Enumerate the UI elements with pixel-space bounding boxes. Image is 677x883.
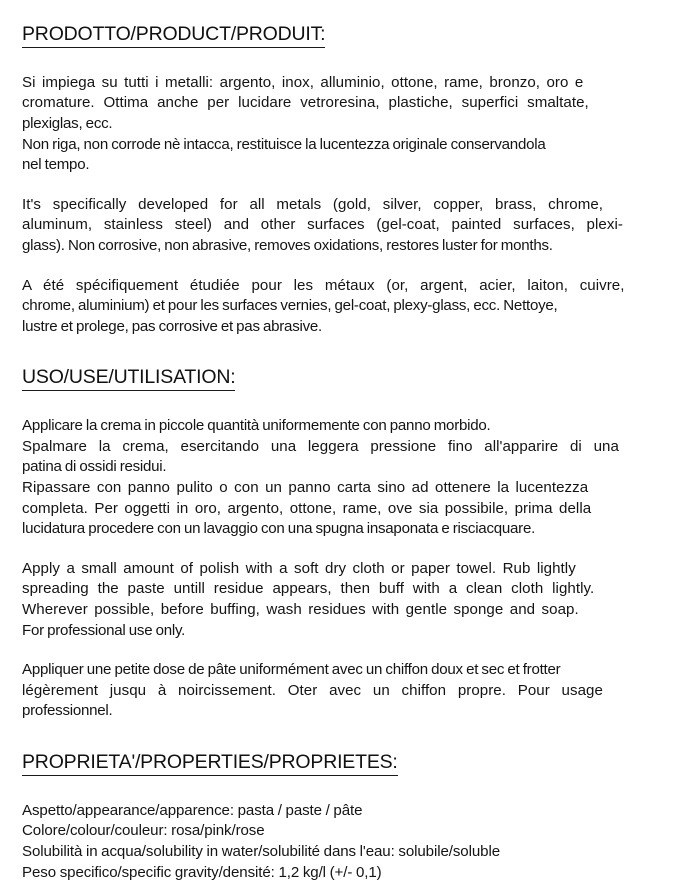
section-heading-row-properties: [22, 752, 655, 776]
text-line: For professional use only.: [22, 621, 186, 639]
text-line: nel tempo.: [22, 156, 90, 174]
spacer: [22, 391, 655, 416]
text-line: Wherever possible, before buffing, wash residues with gentle sponge and soap.: [22, 600, 579, 618]
spacer: [22, 48, 655, 73]
text-line: completa. Per oggetti in oro, argento, ottone, rame, ove sia possibile, prima della: [22, 499, 592, 517]
text-line: Applicare la crema in piccole quantità uniformemente con panno morbido.: [22, 417, 491, 435]
paragraph-use-it: [22, 416, 656, 540]
spacer: [22, 176, 655, 195]
text-line: Ripassare con panno pulito o con un panno carta sino ad ottenere la lucentezza: [22, 478, 589, 496]
text-line: professionnel.: [22, 702, 113, 720]
text-line: patina di ossidi residui.: [22, 458, 167, 476]
section-heading-use: USO/USE/UTILISATION:: [22, 367, 235, 391]
text-line: chrome, aluminium) et pour les surfaces vernies, gel-coat, plexy-glass, ecc. Nettoye,: [22, 297, 558, 315]
spacer: [22, 337, 655, 367]
section-heading-product: PRODOTTO/PRODUCT/PRODUIT:: [22, 24, 325, 48]
text-line: lucidatura procedere con un lavaggio con una spugna insaponata e risciacquare.: [22, 520, 536, 538]
text-line: lustre et prolege, pas corrosive et pas abrasive.: [22, 317, 322, 335]
paragraph-use-en: [22, 559, 656, 641]
text-line: Apply a small amount of polish with a soft dry cloth or paper towel. Rub lightly: [22, 559, 576, 577]
paragraph-use-fr: [22, 660, 656, 722]
property-specific-gravity: Peso specifico/specific gravity/densité: 1,2 kg/l (+/- 0,1): [22, 863, 382, 881]
spacer: [22, 257, 655, 276]
property-colour: Colore/colour/couleur: rosa/pink/rose: [22, 822, 265, 840]
property-solubility: Solubilità in acqua/solubility in water/solubilité dans l'eau: solubile/soluble: [22, 842, 500, 860]
section-heading-row-product: [22, 24, 655, 48]
spacer: [22, 540, 655, 559]
text-line: spreading the paste untill residue appears, then buff with a clean cloth lightly.: [22, 580, 595, 598]
text-line: Non riga, non corrode nè intacca, restituisce la lucentezza originale conservandola: [22, 135, 546, 153]
paragraph-product-fr: [22, 276, 656, 338]
paragraph-product-it: [22, 73, 656, 176]
text-line: Appliquer une petite dose de pâte uniformément avec un chiffon doux et sec et frotter: [22, 661, 561, 679]
spacer: [22, 776, 655, 801]
text-line: plexiglas, ecc.: [22, 115, 113, 133]
text-line: Si impiega su tutti i metalli: argento, inox, alluminio, ottone, rame, bronzo, oro e: [22, 73, 584, 91]
properties-list: [22, 801, 655, 883]
text-line: It's specifically developed for all metals (gold, silver, copper, brass, chrome,: [22, 195, 604, 213]
spacer: [22, 641, 655, 660]
spacer: [22, 722, 655, 752]
text-line: A été spécifiquement étudiée pour les métaux (or, argent, acier, laiton, cuivre,: [22, 276, 625, 294]
section-heading-row-use: [22, 367, 655, 391]
text-line: cromature. Ottima anche per lucidare vetroresina, plastiche, superfici smaltate,: [22, 94, 589, 112]
paragraph-product-en: [22, 195, 656, 257]
text-line: légèrement jusqu à noircissement. Oter avec un chiffon propre. Pour usage: [22, 681, 603, 699]
section-heading-properties: PROPRIETA'/PROPERTIES/PROPRIETES:: [22, 752, 398, 776]
text-line: glass). Non corrosive, non abrasive, removes oxidations, restores luster for months.: [22, 236, 553, 254]
text-line: Spalmare la crema, esercitando una leggera pressione fino all'apparire di una: [22, 437, 619, 455]
text-line: aluminum, stainless steel) and other surfaces (gel-coat, painted surfaces, plexi-: [22, 216, 623, 234]
property-appearance: Aspetto/appearance/apparence: pasta / paste / pâte: [22, 801, 363, 819]
